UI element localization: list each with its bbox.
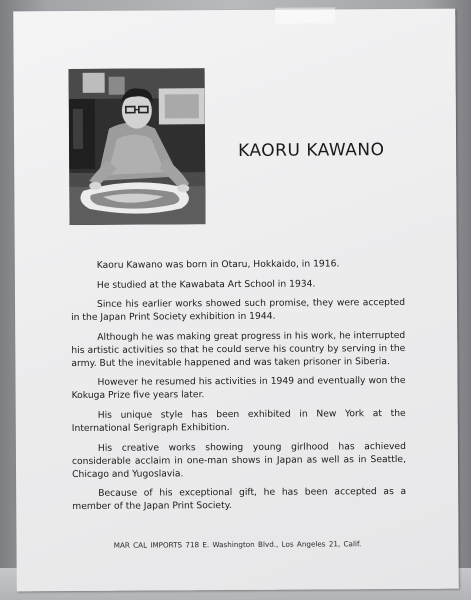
tape-mark — [275, 7, 335, 23]
artist-photo — [69, 68, 206, 225]
document-sheet — [13, 9, 459, 592]
bio-paragraph: He studied at the Kawabata Art School in 1934. — [96, 278, 316, 291]
bio-paragraph: Kaoru Kawano was born in Otaru, Hokkaido, in 1916. — [96, 258, 340, 271]
bio-paragraph: His unique style has been exhibited in New York at the International Serigraph Exhibition. — [71, 407, 406, 434]
bio-paragraph: Because of his exceptional gift, he has been accepted as a member of the Japan Print Society. — [72, 486, 407, 513]
bio-paragraph: Since his earlier works showed such promise, they were accepted in the Japan Print Society exhibition in 1944. — [71, 297, 406, 324]
publisher-footer: MAR CAL IMPORTS 718 E. Washington Blvd., Los Angeles 21, Calif. — [113, 539, 362, 550]
bio-paragraph: His creative works showing young girlhood has achieved considerable acclaim in one-man shows in Japan as well as in Seattle, Chicago and Yugoslavia. — [71, 440, 407, 480]
artist-photo-image — [69, 68, 206, 225]
artist-name-heading: KAORU KAWANO — [238, 140, 385, 161]
biography-text — [71, 257, 407, 520]
bio-paragraph: However he resumed his activities in 1949 and eventually won the Kokuga Prize five years later. — [71, 375, 406, 402]
bio-paragraph: Although he was making great progress in his work, he interrupted his artistic activities so that he could serve his country by serving in the army. But the inevitable happened and was taken prisoner in Siberia. — [71, 329, 406, 369]
